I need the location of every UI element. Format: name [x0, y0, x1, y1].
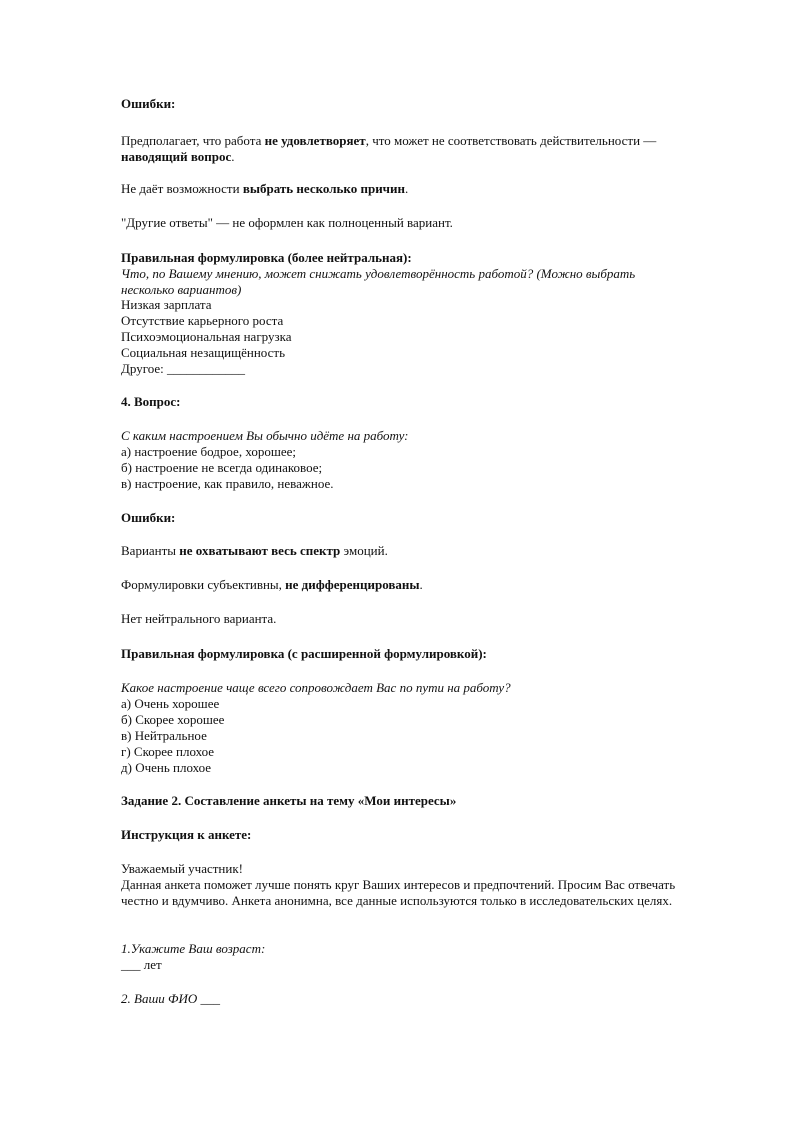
error-text: . [405, 181, 409, 196]
error-emphasis: не удовлетворяет [264, 133, 366, 148]
errors-heading-1: Ошибки: [121, 96, 176, 111]
error-text: , что может не соответствовать действительности — [365, 133, 657, 148]
question-4-heading: 4. Вопрос: [121, 394, 181, 409]
error-text: Варианты [121, 543, 180, 558]
error-emphasis: не дифференцированы [285, 577, 420, 592]
error-text: Предполагает, что работа [121, 133, 265, 148]
correct-heading-2: Правильная формулировка (с расширенной формулировкой): [121, 646, 487, 661]
correct-heading-1: Правильная формулировка (более нейтральная): [121, 250, 412, 265]
intro-paragraph: Данная анкета поможет лучше понять круг Ваших интересов и предпочтений. Просим Вас отвечать честно и вдумчиво. Анкета анонимна, все данные используются только в исследовательских целях. [121, 877, 676, 908]
error-multiple-choice [121, 181, 691, 197]
error-text: . [231, 149, 235, 164]
option-item: Низкая зарплата [121, 297, 212, 312]
option-item: Психоэмоциональная нагрузка [121, 329, 292, 344]
option-item: Отсутствие карьерного роста [121, 313, 284, 328]
option-item: б) настроение не всегда одинаковое; [121, 460, 323, 475]
question-4-options [121, 444, 691, 492]
survey-answer-1: ___ лет [121, 957, 162, 972]
option-item: а) настроение бодрое, хорошее; [121, 444, 296, 459]
option-item: д) Очень плохое [121, 760, 212, 775]
survey-question-1: 1.Укажите Ваш возраст: [121, 941, 266, 956]
option-item: Другое: ____________ [121, 361, 245, 376]
greeting: Уважаемый участник! [121, 861, 243, 876]
error-emphasis: выбрать несколько причин [242, 181, 405, 196]
error-text: Не даёт возможности [121, 181, 243, 196]
instruction-heading: Инструкция к анкете: [121, 827, 252, 842]
error-other-answers: "Другие ответы" — не оформлен как полноценный вариант. [121, 215, 453, 230]
error-text: Формулировки субъективны, [121, 577, 286, 592]
option-item: в) Нейтральное [121, 728, 207, 743]
instruction-text [121, 861, 691, 909]
option-item: а) Очень хорошее [121, 696, 220, 711]
error-no-neutral: Нет нейтрального варианта. [121, 611, 277, 626]
errors-heading-2: Ошибки: [121, 510, 176, 525]
option-item: Социальная незащищённость [121, 345, 285, 360]
correct-question-1: Что, по Вашему мнению, может снижать удовлетворённость работой? (Можно выбрать несколько вариантов) [121, 266, 636, 297]
error-subjective [121, 577, 691, 593]
error-emphasis: не охватывают весь спектр [179, 543, 341, 558]
error-spectrum [121, 543, 691, 559]
option-item: в) настроение, как правило, неважное. [121, 476, 334, 491]
error-text: эмоций. [340, 543, 388, 558]
correct-options-1 [121, 297, 691, 377]
survey-question-2: 2. Ваши ФИО ___ [121, 991, 220, 1006]
option-item: г) Скорее плохое [121, 744, 215, 759]
correct-question-2: Какое настроение чаще всего сопровождает Вас по пути на работу? [121, 680, 511, 695]
error-leading-question [121, 133, 691, 165]
error-emphasis: наводящий вопрос [121, 149, 232, 164]
error-text: . [419, 577, 423, 592]
correct-options-2 [121, 696, 691, 776]
option-item: б) Скорее хорошее [121, 712, 225, 727]
question-4-text: С каким настроением Вы обычно идёте на работу: [121, 428, 409, 443]
task-2-heading: Задание 2. Составление анкеты на тему «Мои интересы» [121, 793, 457, 808]
